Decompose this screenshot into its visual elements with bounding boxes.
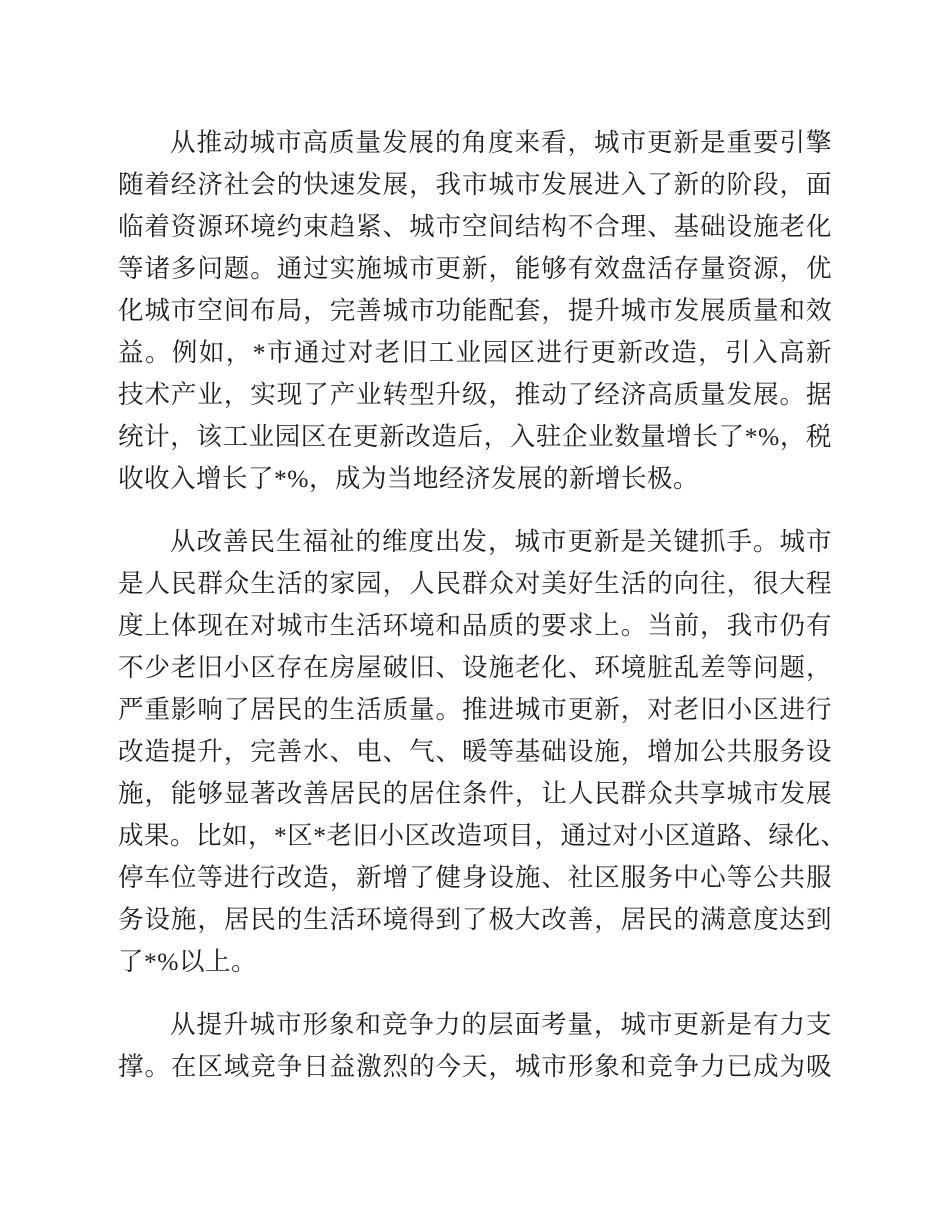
text-line: 严重影响了居民的生活质量。推进城市更新，对老旧小区进行 <box>118 695 832 724</box>
text-line: 成果。比如，*区*老旧小区改造项目，通过对小区道路、绿化、 <box>118 821 847 850</box>
text-line: 了*%以上。 <box>118 947 257 976</box>
text-line: 从推动城市高质量发展的角度来看，城市更新是重要引擎 <box>170 128 832 157</box>
text-line: 从提升城市形象和竞争力的层面考量，城市更新是有力支 <box>170 1010 832 1039</box>
text-line: 施，能够显著改善居民的居住条件，让人民群众共享城市发展 <box>118 779 832 808</box>
paragraph-urban-renewal-development <box>118 122 832 500</box>
text-line: 是人民群众生活的家园，人民群众对美好生活的向往，很大程 <box>118 569 832 598</box>
text-line: 撑。在区域竞争日益激烈的今天，城市形象和竞争力已成为吸 <box>118 1052 832 1081</box>
text-line: 等诸多问题。通过实施城市更新，能够有效盘活存量资源，优 <box>118 254 832 283</box>
text-line: 从改善民生福祉的维度出发，城市更新是关键抓手。城市 <box>170 527 832 556</box>
text-line: 技术产业，实现了产业转型升级，推动了经济高质量发展。据 <box>118 380 832 409</box>
paragraph-city-image-competitiveness <box>118 1004 832 1088</box>
paragraph-livelihood-improvement <box>118 521 847 983</box>
text-line: 益。例如，*市通过对老旧工业园区进行更新改造，引入高新 <box>118 338 832 367</box>
text-line: 改造提升，完善水、电、气、暖等基础设施，增加公共服务设 <box>118 737 832 766</box>
text-line: 度上体现在对城市生活环境和品质的要求上。当前，我市仍有 <box>118 611 832 640</box>
text-line: 化城市空间布局，完善城市功能配套，提升城市发展质量和效 <box>118 296 832 325</box>
text-line: 收收入增长了*%，成为当地经济发展的新增长极。 <box>118 464 699 493</box>
text-line: 随着经济社会的快速发展，我市城市发展进入了新的阶段，面 <box>118 170 832 199</box>
text-line: 不少老旧小区存在房屋破旧、设施老化、环境脏乱差等问题， <box>118 653 832 682</box>
text-line: 停车位等进行改造，新增了健身设施、社区服务中心等公共服 <box>118 863 832 892</box>
text-line: 务设施，居民的生活环境得到了极大改善，居民的满意度达到 <box>118 905 832 934</box>
text-line: 统计，该工业园区在更新改造后，入驻企业数量增长了*%，税 <box>118 422 832 451</box>
text-line: 临着资源环境约束趋紧、城市空间结构不合理、基础设施老化 <box>118 212 832 241</box>
